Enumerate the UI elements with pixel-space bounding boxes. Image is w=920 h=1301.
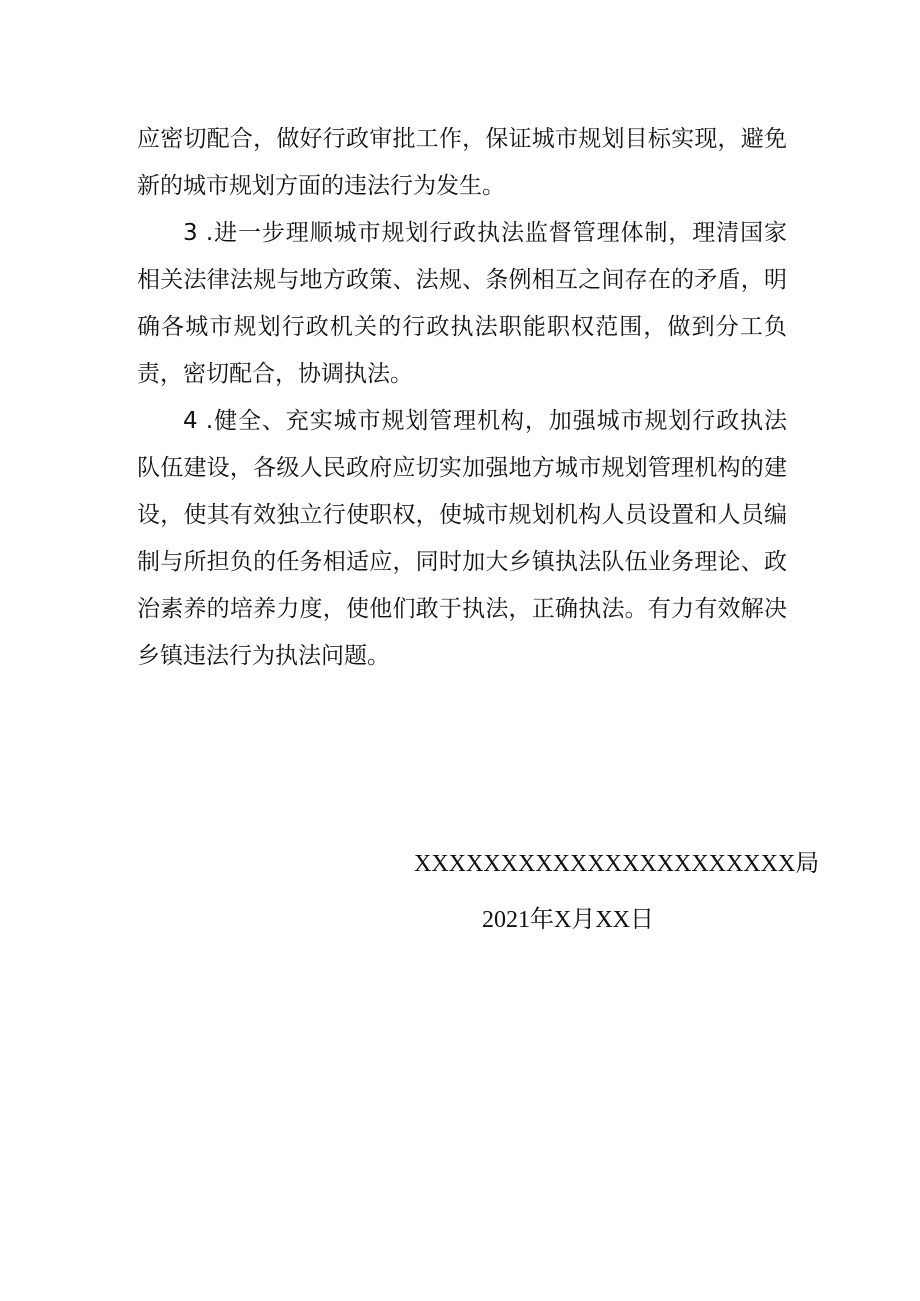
paragraph-item-3: 3 .进一步理顺城市规划行政执法监督管理体制，理清国家相关法律法规与地方政策、法规、条例相互之间存在的矛盾，明确各城市规划行政机关的行政执法职能职权范围，做到分工负责，密切配合，协调执法。 [137,220,787,387]
signature-date: 2021年X月XX日 [482,907,654,933]
document-body [137,116,787,680]
paragraph-continuation: 应密切配合，做好行政审批工作，保证城市规划目标实现，避免新的城市规划方面的违法行为发生。 [137,126,787,199]
signature-organization: XXXXXXXXXXXXXXXXXXXXXX局 [414,851,820,877]
paragraph-item-4: 4 .健全、充实城市规划管理机构，加强城市规划行政执法队伍建设，各级人民政府应切实加强地方城市规划管理机构的建设，使其有效独立行使职权，使城市规划机构人员设置和人员编制与所担负的任务相适应，同时加大乡镇执法队伍业务理论、政治素养的培养力度，使他们敢于执法，正确执法。有力有效解决乡镇违法行为执法问题。 [137,408,787,669]
